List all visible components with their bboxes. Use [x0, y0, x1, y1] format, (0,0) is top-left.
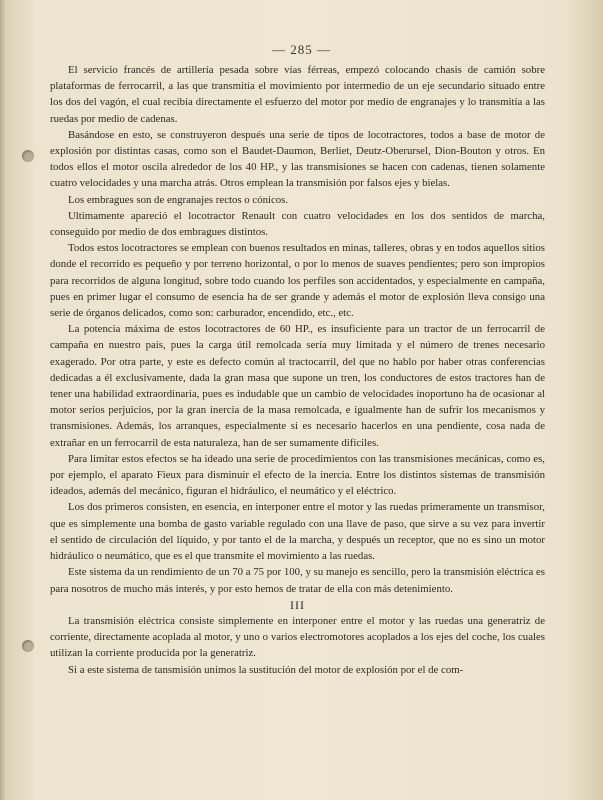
- paragraph: El servicio francés de artillería pesada sobre vías férreas, empezó colocando chasis de camión sobre plataformas de ferrocarril, a las que transmitía el movimiento por intermedio de un eje secundario situado entre los dos del vagón, el cual recibía directamente el esfuerzo del motor por medio de engranajes y lo transmitía a las ruedas por medio de cadenas.: [50, 64, 545, 125]
- page-left-edge: [0, 0, 6, 800]
- paragraph: Todos estos locotractores se emplean con buenos resultados en minas, talleres, obras y en todos aquellos sitios donde el recorrido es pequeño y por terreno horizontal, o por lo menos de suaves pendientes; pero son impropios para recorridos de alguna longitud, sobre todo cuando los perfiles son accidentados, y especialmente en campaña, pues en primer lugar el consumo de esencia ha de ser grande y además el motor de explosión lleva consigo una serie de órganos delicados, como son: carburador, encendido, etc., etc.: [50, 242, 545, 320]
- paragraph: La transmisión eléctrica consiste simplemente en interponer entre el motor y las ruedas una generatriz de corriente, directamente acoplada al motor, y uno o varios electromotores acoplados a los ejes del coche, los cuales utilizan la corriente producida por la generatriz.: [50, 614, 545, 660]
- paragraph: Los embragues son de engranajes rectos o cónicos.: [68, 193, 289, 206]
- paragraph: Los dos primeros consisten, en esencia, en interponer entre el motor y las ruedas primeramente un transmisor, que es simplemente una bomba de gasto variable regulado con una llave de paso, que sirve a su vez para invertir el sentido de circulación del líquido, y por tanto el de la marcha, y después un receptor, que no es sino un motor hidráulico o neumático, que es el que transmite el movimiento a las ruedas.: [50, 501, 545, 563]
- binding-hole: [22, 150, 34, 162]
- paragraph: La potencia máxima de estos locotractores de 60 HP., es insuficiente para un tractor de un ferrocarril de campaña en nuestro país, pues la carga útil remolcada sería muy limitada y el número de trenes necesario exagerado. Por otra parte, y este es defecto común al tractocarril, del que no hablo por haber otras conferencias dedicadas a él exclusivamente, dada la gran masa que supone un tren, los conductores de estos tractores han de tener una habilidad extraordinaria, pues es indudable que un cambio de velocidades inoportuno ha de ocasionar al motor serios perjuicios, por la gran inercia de la masa remolcada, e igualmente han de sufrir los mecanismos y transmisiones. Además, los arranques, especialmente si es necesario hacerlos en una pendiente, cosa nada de extrañar en un ferrocarril de esta naturaleza, han de ser sumamente difíciles.: [50, 323, 545, 449]
- paragraph: Si a este sistema de tansmisión unimos la sustitución del motor de explosión por el de com-: [68, 663, 464, 676]
- section-heading: III: [290, 597, 305, 612]
- paragraph: Este sistema da un rendimiento de un 70 a 75 por 100, y su manejo es sencillo, pero la transmisión eléctrica es para nosotros de mucho más interés, y por esto hemos de tratar de ella con más detenimiento.: [50, 566, 545, 595]
- page-number: — 285 —: [272, 42, 331, 57]
- paragraph: Ultimamente apareció el locotractor Renault con cuatro velocidades en los dos sentidos de marcha, conseguido por medio de dos embragues distintos.: [50, 209, 545, 239]
- paragraph: Para limitar estos efectos se ha ideado una serie de procedimientos con las transmisiones mecánicas, como es, por ejemplo, el aparato Fieux para disminuir el efecto de la inercia. Entre los distintos sistemas de transmisión ideados, además del mecánico, figuran el hidráulico, el neumático y el eléctrico.: [50, 452, 545, 498]
- page-body: [50, 62, 545, 678]
- paragraph: Basándose en esto, se construyeron después una serie de tipos de locotractores, todos a base de motor de explosión por distintas casas, como son el Baudet-Daumon, Berliet, Deutz-Oberursel, Dion-Bouton y otros. En todos ellos el motor oscila alrededor de los 40 HP., y las transmisiones se hacen con cadenas, tienen solamente cuatro velocidades y una marcha atrás. Otros emplean la transmisión por falsos ejes y bielas.: [50, 128, 545, 190]
- binding-hole: [22, 640, 34, 652]
